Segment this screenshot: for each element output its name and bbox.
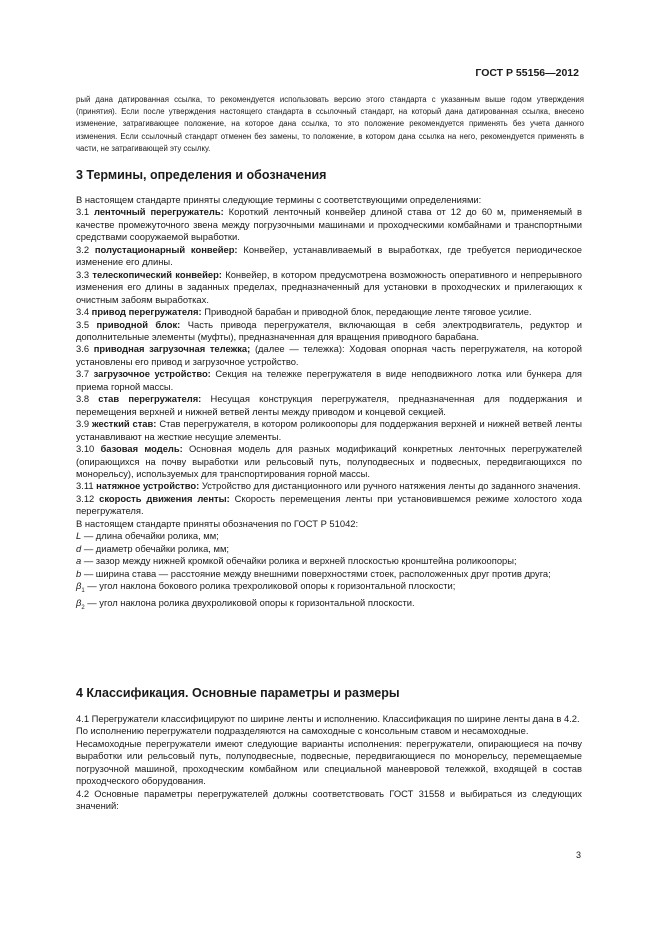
page-number: 3: [575, 850, 581, 860]
term-name: базовая модель:: [100, 443, 183, 455]
term-definition: [76, 343, 582, 368]
symbol-text: — диаметр обечайки ролика, мм;: [81, 542, 229, 554]
term-text: Став перегружателя, в котором роликоопоры для поддержания верхней и нижней ветвей ленты устанавливают на жесткие несущие элементы.: [76, 418, 582, 442]
term-name: приводной блок:: [96, 318, 181, 330]
term-name: став перегружателя:: [98, 393, 202, 405]
term-number: 3.7: [76, 368, 90, 380]
term-name: полустационарный конвейер:: [94, 243, 238, 255]
term-name: скорость движения ленты:: [99, 492, 230, 504]
section-3-heading: 3 Термины, определения и обозначения: [76, 168, 327, 182]
term-number: 3.12: [76, 492, 95, 504]
symbol: b: [76, 567, 82, 579]
symbol-text: — угол наклона бокового ролика трехроликовой опоры к горизонтальной плоскости;: [84, 580, 456, 592]
symbol-text: — ширина става — расстояние между внешними поверхностями стоек, расположенных друг против друга;: [81, 567, 551, 579]
term-number: 3.3: [76, 268, 90, 280]
symbol-subscript: 1: [81, 587, 85, 594]
symbol: β: [76, 597, 82, 609]
symbol-definition: [76, 555, 582, 567]
term-text: Конвейер, устанавливаемый в выработках, где требуется периодическое изменение его длины.: [76, 243, 582, 268]
terms-list: [76, 206, 582, 517]
terms-lead: В настоящем стандарте приняты следующие термины с соответствующими определениями:: [76, 194, 482, 205]
term-number: 3.2: [76, 243, 90, 255]
term-text: Часть привода перегружателя, включающая в себя электродвигатель, редуктор и дополнительные элементы (муфты), предназначенная для вращения приводного барабана.: [76, 318, 582, 342]
symbol-definition: [76, 597, 582, 614]
term-definition: [76, 206, 582, 243]
term-number: 3.5: [76, 318, 90, 330]
term-definition: [76, 480, 582, 492]
symbol-text: — длина обечайки ролика, мм;: [81, 530, 219, 542]
term-definition: [76, 319, 582, 344]
term-definition: [76, 269, 582, 306]
section-3-body: [76, 194, 582, 615]
term-definition: [76, 244, 582, 269]
symbol-text: — угол наклона ролика двухроликовой опоры к горизонтальной плоскости.: [84, 597, 415, 609]
document-id: ГОСТ Р 55156—2012: [475, 67, 579, 79]
section-4-paragraph: По исполнению перегружатели подразделяются на самоходные с консольным ставом и несамоходные.: [76, 725, 529, 737]
symbols-lead: В настоящем стандарте приняты обозначения по ГОСТ Р 51042:: [76, 517, 359, 529]
term-definition: [76, 306, 582, 318]
symbol-definition: [76, 580, 582, 597]
term-text: Секция на тележке перегружателя в виде неподвижного лотка или бункера для приема горной массы.: [76, 368, 582, 392]
term-name: телескопический конвейер:: [92, 268, 222, 280]
symbol-text: — зазор между нижней кромкой обечайки ролика и верхней плоскостью кронштейна роликоопоры;: [81, 555, 517, 567]
term-text: (далее — тележка): Ходовая опорная часть перегружателя, на которой установлены его привод и загрузочное устройство.: [76, 343, 583, 367]
section-4-paragraph: 4.2 Основные параметры перегружателей должны соответствовать ГОСТ 31558 и выбираться из следующих значений:: [76, 787, 582, 812]
term-name: загрузочное устройство:: [93, 368, 211, 380]
term-text: Скорость перемещения ленты при установившемся режиме холостого хода перегружателя.: [76, 492, 583, 517]
term-number: 3.10: [76, 443, 95, 455]
section-4-body: [76, 713, 582, 813]
term-number: 3.1: [76, 206, 90, 218]
symbol-definition: [76, 568, 582, 580]
term-name: привод перегружателя:: [91, 306, 202, 318]
term-text: Короткий ленточный конвейер длиной става от 12 до 60 м, применяемый в качестве промежуточного звена между погрузочными машинами и проходческими комбайнами и транспортными средствами сооружаемой выработки.: [76, 206, 583, 243]
symbol: L: [76, 530, 82, 542]
section-4-paragraph: Несамоходные перегружатели имеют следующие варианты исполнения: перегружатели, опирающиеся на почву выработки или рельсовый путь, полуподвесные, подвесные, передвигающиеся по монорельсу, перемещаемые погрузочной машиной, проходческим комбайном или специальной маневровой тележкой, входящей в состав проходческого оборудования.: [76, 737, 582, 787]
section-4-heading: 4 Классификация. Основные параметры и размеры: [76, 686, 400, 700]
term-definition: [76, 443, 582, 480]
term-number: 3.9: [76, 418, 90, 430]
term-number: 3.11: [76, 480, 94, 492]
term-text: Основная модель для разных модификаций конкретных ленточных перегружателей (опирающихся на почву выработки или рельсовый путь, полуподвесных и подвесных, передвигающихся по монорельсу), используемых для транспортирования горной массы.: [76, 443, 583, 479]
term-number: 3.8: [76, 393, 90, 405]
term-definition: [76, 493, 582, 518]
intro-text: рый дана датированная ссылка, то рекомендуется использовать версию этого стандарта с указанным выше годом утверждения (принятия). Если после утверждения настоящего стандарта в ссылочный стандарт, на который дана датированная ссылка, внесено изменение, затрагивающее положение, на которое дана ссылка, то это положение рекомендуется применять без учета данного изменения. Если ссылочный стандарт отменен без замены, то положение, в котором дана ссылка на него, рекомендуется применять в части, не затрагивающей эту ссылку.: [76, 95, 584, 153]
section-4-paragraph: 4.1 Перегружатели классифицируют по ширине ленты и исполнению. Классификация по ширине ленты дана в 4.2.: [76, 713, 580, 724]
term-name: жесткий став:: [91, 418, 157, 430]
term-number: 3.6: [76, 343, 90, 355]
intro-paragraph: [76, 94, 584, 155]
term-text: Приводной барабан и приводной блок, передающие ленте тяговое усилие.: [204, 306, 532, 318]
term-text: Устройство для дистанционного или ручного натяжения ленты до заданного значения.: [201, 480, 581, 492]
term-definition: [76, 418, 582, 443]
term-name: приводная загрузочная тележка;: [93, 343, 251, 355]
symbol: β: [76, 580, 82, 592]
symbol: d: [76, 542, 82, 554]
symbol-definition: [76, 543, 582, 555]
symbol-definition: [76, 530, 582, 542]
term-name: натяжное устройство:: [96, 480, 200, 492]
term-text: Несущая конструкция перегружателя, предназначенная для поддержания и перемещения верхней и нижней ветвей ленты между приводом и концевой секцией.: [76, 393, 583, 417]
term-definition: [76, 393, 582, 418]
symbols-list: [76, 530, 582, 614]
symbol: a: [76, 555, 82, 567]
term-name: ленточный перегружатель:: [93, 206, 224, 218]
term-definition: [76, 368, 582, 393]
symbol-subscript: 2: [81, 605, 85, 612]
term-number: 3.4: [76, 306, 90, 318]
term-text: Конвейер, в котором предусмотрена возможность оперативного и непрерывного изменения его длины в заданных пределах, предназначенный для установки в проходческих и прилегающих к очистным забоям выработках.: [76, 268, 582, 305]
